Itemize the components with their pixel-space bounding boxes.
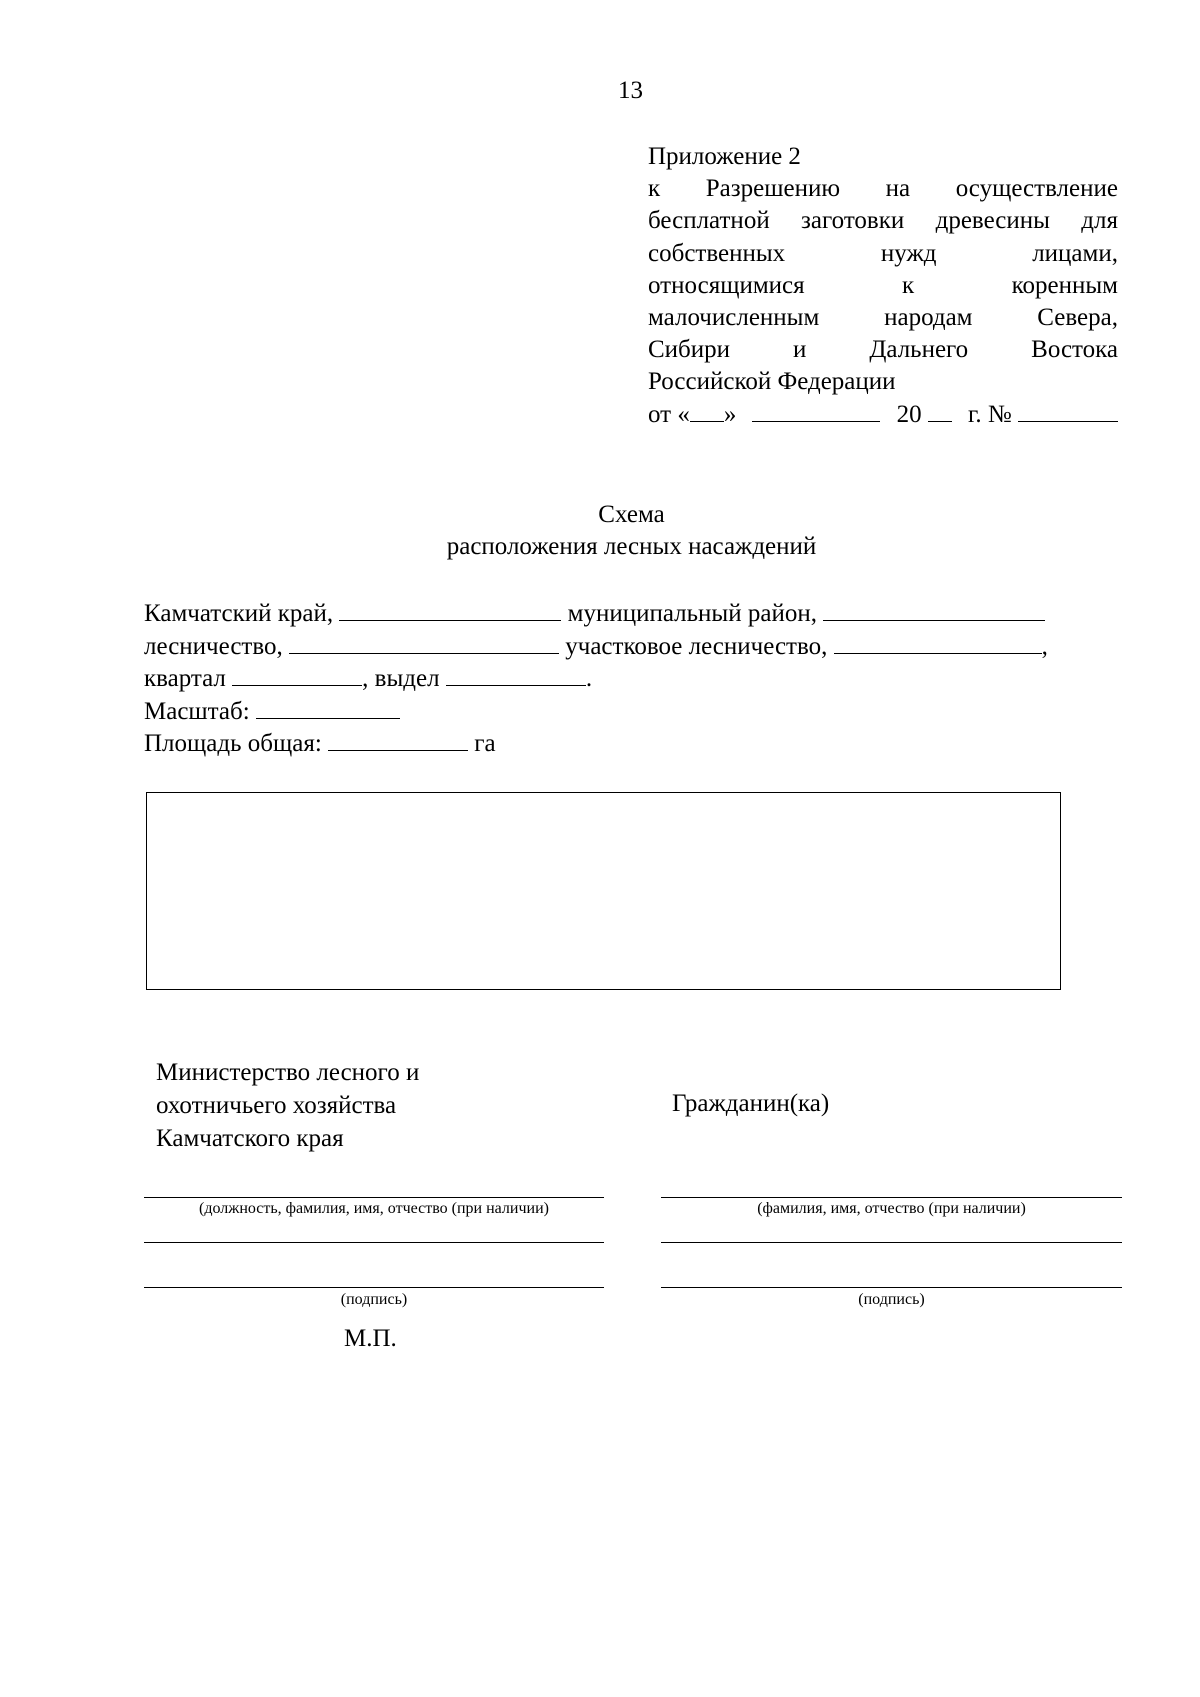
date-year-suffix: г. №	[967, 400, 1012, 428]
appendix-block	[648, 141, 1118, 431]
area-blank[interactable]	[328, 728, 468, 751]
appendix-word: заготовки	[801, 207, 905, 235]
appendix-word: коренным	[1011, 271, 1118, 299]
allotment-label: , выдел	[362, 665, 440, 692]
date-quote-close: »	[723, 400, 737, 428]
citizen-signature-caption: (подпись)	[858, 1291, 925, 1308]
appendix-word: Дальнего	[869, 336, 969, 364]
forestry-blank[interactable]	[823, 598, 1045, 621]
area-line	[144, 728, 1048, 761]
document-number-blank[interactable]	[1018, 399, 1118, 422]
location-line-3	[144, 663, 1048, 696]
citizen-name-caption: (фамилия, имя, отчество (при наличии)	[757, 1200, 1026, 1217]
ministry-line-1: Министерство лесного и	[156, 1059, 420, 1086]
ministry-name	[156, 1056, 419, 1155]
area-label: Площадь общая:	[144, 730, 322, 757]
appendix-last-line: Российской Федерации	[648, 368, 896, 396]
location-line-1	[144, 598, 1048, 631]
citizen-label: Гражданин(ка)	[672, 1090, 830, 1117]
location-line-2	[144, 631, 1048, 664]
area-unit: га	[474, 730, 496, 757]
district-label: муниципальный район,	[567, 600, 817, 627]
ministry-line-2: охотничьего хозяйства	[156, 1092, 397, 1119]
appendix-line	[648, 334, 1118, 366]
district-blank[interactable]	[339, 598, 561, 621]
appendix-title: Приложение 2	[648, 143, 801, 170]
scheme-title: Схема	[598, 501, 665, 528]
date-day-blank[interactable]	[690, 399, 724, 422]
appendix-word: Востока	[1031, 336, 1118, 364]
region-label: Камчатский край,	[144, 600, 334, 627]
appendix-line	[648, 173, 1118, 205]
appendix-line	[648, 238, 1118, 270]
appendix-word: к	[902, 271, 915, 299]
seal-mark: М.П.	[344, 1325, 397, 1352]
quarter-blank[interactable]	[232, 663, 362, 686]
date-year-blank[interactable]	[928, 399, 952, 422]
quarter-area-blank[interactable]	[834, 631, 1042, 654]
appendix-word: собственных	[648, 239, 786, 267]
district-forestry-blank[interactable]	[289, 631, 559, 654]
allotment-blank[interactable]	[446, 663, 586, 686]
quarter-label: квартал	[144, 665, 226, 692]
line-2-comma: ,	[1041, 632, 1048, 660]
line-3-period: .	[585, 665, 593, 692]
location-block	[144, 598, 1048, 761]
appendix-lines	[648, 173, 1118, 366]
appendix-word: осуществление	[955, 175, 1118, 203]
date-prefix-group	[648, 399, 736, 431]
appendix-line	[648, 270, 1118, 302]
appendix-word: лицами,	[1032, 239, 1118, 267]
appendix-word: относящимися	[648, 271, 805, 299]
date-month-blank[interactable]	[752, 399, 880, 422]
appendix-word: Разрешению	[705, 175, 841, 203]
appendix-word: на	[885, 175, 911, 203]
appendix-date-line	[648, 399, 1118, 431]
forestry-label: лесничество,	[144, 632, 283, 660]
date-year-group	[897, 399, 952, 431]
date-number-group	[968, 399, 1118, 431]
appendix-word: древесины	[935, 207, 1050, 235]
scale-label: Масштаб:	[144, 697, 250, 725]
citizen-signature-line[interactable]	[661, 1287, 1122, 1288]
appendix-word: народам	[884, 304, 973, 332]
appendix-word: бесплатной	[648, 207, 770, 235]
district-forestry-label: участковое лесничество,	[565, 632, 828, 660]
date-year: 20	[896, 400, 922, 428]
ministry-name-caption: (должность, фамилия, имя, отчество (при наличии)	[199, 1200, 549, 1217]
ministry-signature-caption: (подпись)	[340, 1291, 408, 1308]
scale-line	[144, 696, 1048, 729]
date-prefix: от «	[648, 400, 690, 428]
ministry-signature-line[interactable]	[144, 1287, 604, 1288]
appendix-word: для	[1081, 207, 1118, 235]
appendix-line	[648, 205, 1118, 237]
scheme-subtitle: расположения лесных насаждений	[446, 533, 817, 560]
appendix-line	[648, 302, 1118, 334]
appendix-word: Севера,	[1037, 304, 1118, 332]
citizen-name-line-2[interactable]	[661, 1242, 1122, 1243]
appendix-word: к	[648, 175, 661, 203]
ministry-name-line-2[interactable]	[144, 1242, 604, 1243]
ministry-name-line[interactable]	[144, 1197, 604, 1198]
appendix-word: и	[792, 336, 807, 364]
scheme-map-frame[interactable]	[146, 792, 1061, 990]
ministry-line-3: Камчатского края	[156, 1125, 344, 1152]
appendix-word: малочисленным	[648, 304, 820, 332]
scale-blank[interactable]	[256, 696, 400, 719]
page-number: 13	[618, 77, 643, 104]
appendix-word: нужд	[880, 239, 937, 267]
citizen-name-line[interactable]	[661, 1197, 1122, 1198]
appendix-word: Сибири	[648, 336, 731, 364]
